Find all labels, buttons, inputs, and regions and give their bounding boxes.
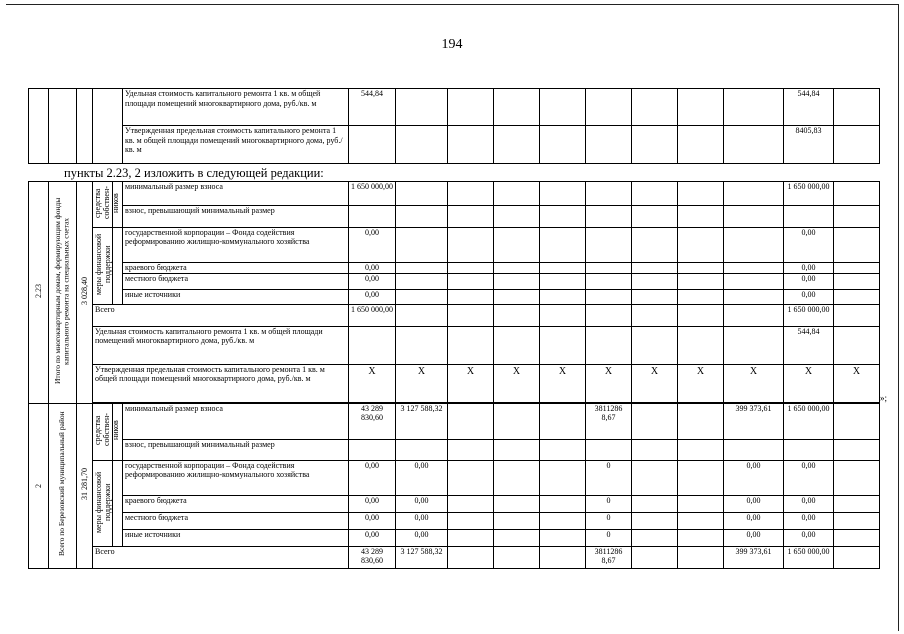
row-label: государственной корпорации – Фонда содействия реформированию жилищно-коммунального хозяйства	[123, 460, 349, 495]
cell-total: 544,84	[784, 326, 834, 364]
code-cell: 2.23	[29, 182, 49, 404]
cell-total: 8405,83	[784, 126, 834, 164]
table-row	[29, 182, 880, 206]
cell-value: 0	[586, 529, 632, 546]
x-mark: X	[834, 364, 880, 402]
section-heading: пункты 2.23, 2 изложить в следующей редакции:	[64, 166, 324, 180]
row-label: Утвержденная предельная стоимость капитального ремонта 1 кв. м общей площади помещений многоквартирного дома, руб./кв. м	[93, 364, 349, 402]
group-owners: средства собствен- ников	[93, 182, 113, 228]
cell-total: 0,00	[784, 289, 834, 304]
row-label: Удельная стоимость капитального ремонта 1 кв. м общей площади помещений многоквартирного дома, руб./кв. м	[123, 89, 349, 126]
table-row	[29, 403, 880, 439]
cell-value: 0	[586, 495, 632, 512]
x-mark: X	[494, 364, 540, 402]
table-row	[29, 512, 880, 529]
row-label: иные источники	[123, 529, 349, 546]
cell-value: 399 373,61	[724, 546, 784, 568]
cell-value: 1 650 000,00	[349, 304, 396, 326]
table-row	[29, 206, 880, 227]
page-number: 194	[441, 37, 463, 52]
cell-value: 3811286 8,67	[586, 546, 632, 568]
group-owners: средства собствен- ников	[93, 403, 113, 460]
table-row	[29, 460, 880, 495]
row-label: Утвержденная предельная стоимость капитального ремонта 1 кв. м общей площади помещений многоквартирного дома, руб./кв. м	[123, 126, 349, 164]
cell-value: 43 289 830,60	[349, 546, 396, 568]
x-mark: X	[678, 364, 724, 402]
row-label: взнос, превышающий минимальный размер	[123, 439, 349, 460]
x-mark: X	[632, 364, 678, 402]
cell-total: 544,84	[784, 89, 834, 126]
cell-total: 0,00	[784, 460, 834, 495]
cell-value: 0	[586, 512, 632, 529]
cell-value: 0,00	[724, 529, 784, 546]
cell-value: 0,00	[396, 529, 448, 546]
cell-value: 1 650 000,00	[349, 182, 396, 206]
table-row	[29, 227, 880, 262]
group-support: меры финансовой поддержки	[93, 227, 113, 304]
table-row-total	[29, 546, 880, 568]
cell-total: 0,00	[784, 273, 834, 289]
table-row	[29, 529, 880, 546]
cell-total: 1 650 000,00	[784, 403, 834, 439]
table-row	[29, 126, 880, 164]
table-row	[29, 364, 880, 402]
cell-value: 0,00	[349, 289, 396, 304]
row-label: местного бюджета	[123, 512, 349, 529]
cell-value: 0,00	[349, 227, 396, 262]
cell-value: 3 127 588,32	[396, 403, 448, 439]
area-cell: 3 028,40	[77, 182, 93, 404]
table-row	[29, 289, 880, 304]
cell-total: 0,00	[784, 529, 834, 546]
cell-value: 0,00	[396, 512, 448, 529]
x-mark: X	[448, 364, 494, 402]
table-row	[29, 262, 880, 273]
row-label: краевого бюджета	[123, 262, 349, 273]
cell-value: 0,00	[349, 262, 396, 273]
cell-total: 0,00	[784, 227, 834, 262]
cell-value: 0,00	[724, 460, 784, 495]
cell-value: 0,00	[349, 460, 396, 495]
cell-value	[349, 126, 396, 164]
group-support: меры финансовой поддержки	[93, 460, 113, 546]
x-mark: X	[349, 364, 396, 402]
cell-total: 0,00	[784, 495, 834, 512]
cell-total: 0,00	[784, 512, 834, 529]
x-mark: X	[724, 364, 784, 402]
cell-total: 0,00	[784, 262, 834, 273]
table-row-total	[29, 304, 880, 326]
row-label: взнос, превышающий минимальный размер	[123, 206, 349, 227]
cell-total: 1 650 000,00	[784, 182, 834, 206]
row-label: иные источники	[123, 289, 349, 304]
cell-total: 1 650 000,00	[784, 546, 834, 568]
row-label: государственной корпорации – Фонда содействия реформированию жилищно-коммунального хозяйства	[123, 227, 349, 262]
cell-value: 399 373,61	[724, 403, 784, 439]
name-cell: Всего по Березовский муниципальный район	[49, 403, 77, 568]
cell-value: 0,00	[396, 495, 448, 512]
table-row	[29, 495, 880, 512]
row-label: минимальный размер взноса	[123, 403, 349, 439]
cell-value: 3 127 588,32	[396, 546, 448, 568]
cell-value: 3811286 8,67	[586, 403, 632, 439]
name-cell: Итого по многоквартирным домам, формирующим фонды капитального ремонта на специальных счетах	[49, 182, 77, 404]
x-mark: X	[540, 364, 586, 402]
cell-value: 0,00	[349, 529, 396, 546]
row-label: минимальный размер взноса	[123, 182, 349, 206]
cell-value: 544,84	[349, 89, 396, 126]
cell-value: 0,00	[349, 273, 396, 289]
code-cell: 2	[29, 403, 49, 568]
row-label: Всего	[93, 304, 349, 326]
cell-value: 0,00	[724, 495, 784, 512]
cell-value: 0,00	[396, 460, 448, 495]
row-label: местного бюджета	[123, 273, 349, 289]
main-table	[28, 181, 880, 569]
table-row	[29, 439, 880, 460]
cell-value: 0,00	[349, 512, 396, 529]
x-mark: X	[784, 364, 834, 402]
trailing-mark: »;	[880, 393, 888, 403]
row-label: Всего	[93, 546, 349, 568]
cell-value: 43 289 830,60	[349, 403, 396, 439]
table-row	[29, 326, 880, 364]
x-mark: X	[396, 364, 448, 402]
row-label: Удельная стоимость капитального ремонта 1 кв. м общей площади помещений многоквартирного дома, руб./кв. м	[93, 326, 349, 364]
cell-value: 0,00	[349, 495, 396, 512]
area-cell: 31 281,70	[77, 403, 93, 568]
x-mark: X	[586, 364, 632, 402]
row-label: краевого бюджета	[123, 495, 349, 512]
table-row	[29, 273, 880, 289]
cell-value: 0,00	[724, 512, 784, 529]
top-table	[28, 88, 880, 164]
cell-total: 1 650 000,00	[784, 304, 834, 326]
cell-value: 0	[586, 460, 632, 495]
table-row	[29, 89, 880, 126]
